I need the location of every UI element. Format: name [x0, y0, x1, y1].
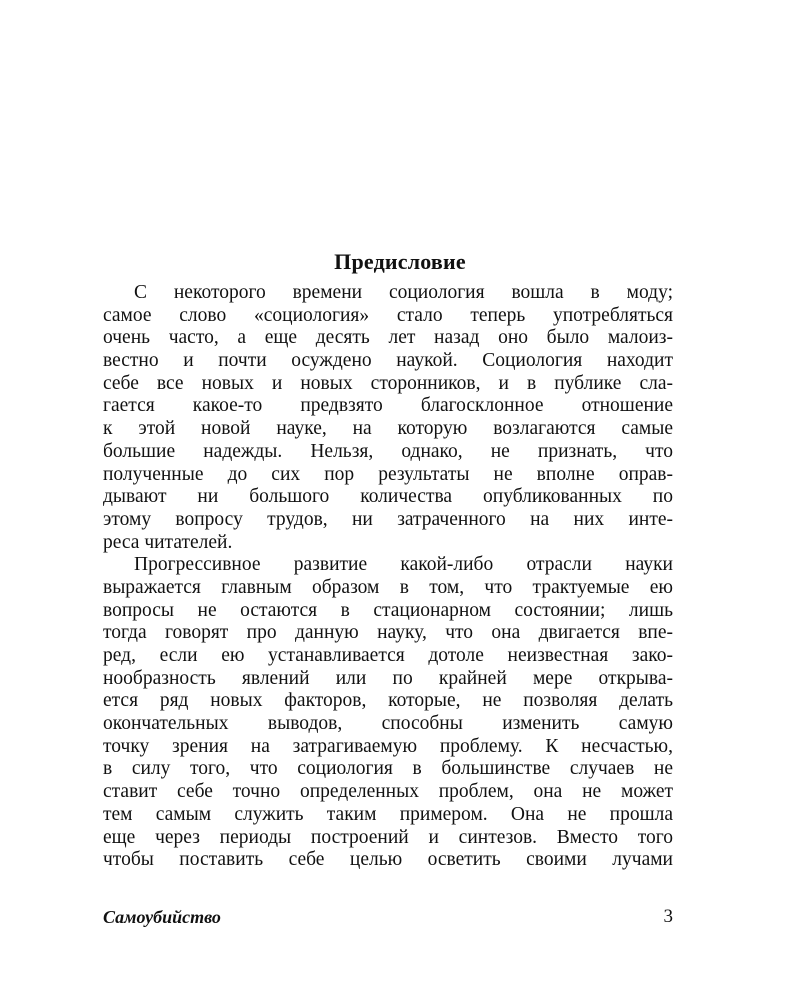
- paragraph-1-line: очень часто, а еще десять лет назад оно было малоиз-: [103, 327, 673, 349]
- paragraph-2-line: ется ряд новых факторов, которые, не позволяя делать: [103, 690, 673, 712]
- paragraph-2-line: точку зрения на затрагиваемую проблему. К несчастью,: [103, 735, 673, 757]
- paragraph-1-line: этому вопросу трудов, ни затраченного на них инте-: [103, 508, 673, 530]
- paragraph-2-line: тем самым служить таким примером. Она не прошла: [103, 803, 673, 825]
- paragraph-2-line: вопросы не остаются в стационарном состоянии; лишь: [103, 599, 673, 621]
- body-text: [103, 282, 673, 872]
- paragraph-1-line: реса читателей.: [103, 531, 233, 553]
- paragraph-2-line: тогда говорят про данную науку, что она двигается впе-: [103, 622, 673, 644]
- paragraph-2-line: еще через периоды построений и синтезов. Вместо того: [103, 826, 673, 848]
- paragraph-2-line: Прогрессивное развитие какой-либо отрасли науки: [134, 554, 673, 576]
- paragraph-2-line: чтобы поставить себе целью осветить своими лучами: [103, 849, 673, 871]
- paragraph-2-line: нообразность явлений или по крайней мере открыва-: [103, 667, 673, 689]
- paragraph-1-line: самое слово «социология» стало теперь употребляться: [103, 304, 673, 326]
- paragraph-1-line: вестно и почти осуждено наукой. Социология находит: [103, 350, 673, 372]
- paragraph-1-line: дывают ни большого количества опубликованных по: [103, 486, 673, 508]
- page-title: Предисловие: [334, 249, 466, 274]
- page-number: 3: [663, 906, 673, 927]
- paragraph-2-line: ставит себе точно определенных проблем, она не может: [103, 781, 673, 803]
- paragraph-2-line: ред, если ею устанавливается дотоле неизвестная зако-: [103, 645, 673, 666]
- paragraph-1-line: большие надежды. Нельзя, однако, не признать, что: [103, 440, 673, 462]
- paragraph-1-line: к этой новой науке, на которую возлагаются самые: [103, 418, 673, 440]
- paragraph-2-line: выражается главным образом в том, что трактуемые ею: [103, 576, 673, 598]
- paragraph-2-line: в силу того, что социология в большинстве случаев не: [103, 758, 673, 780]
- paragraph-1-line: гается какое-то предвзято благосклонное отношение: [103, 395, 673, 417]
- paragraph-2-line: окончательных выводов, способны изменить самую: [103, 713, 673, 735]
- paragraph-1-line: С некоторого времени социология вошла в моду;: [134, 282, 673, 303]
- paragraph-1-line: себе все новых и новых сторонников, и в публике сла-: [103, 372, 673, 394]
- paragraph-1-line: полученные до сих пор результаты не вполне оправ-: [103, 463, 673, 485]
- running-footer-title: Самоубийство: [103, 907, 221, 927]
